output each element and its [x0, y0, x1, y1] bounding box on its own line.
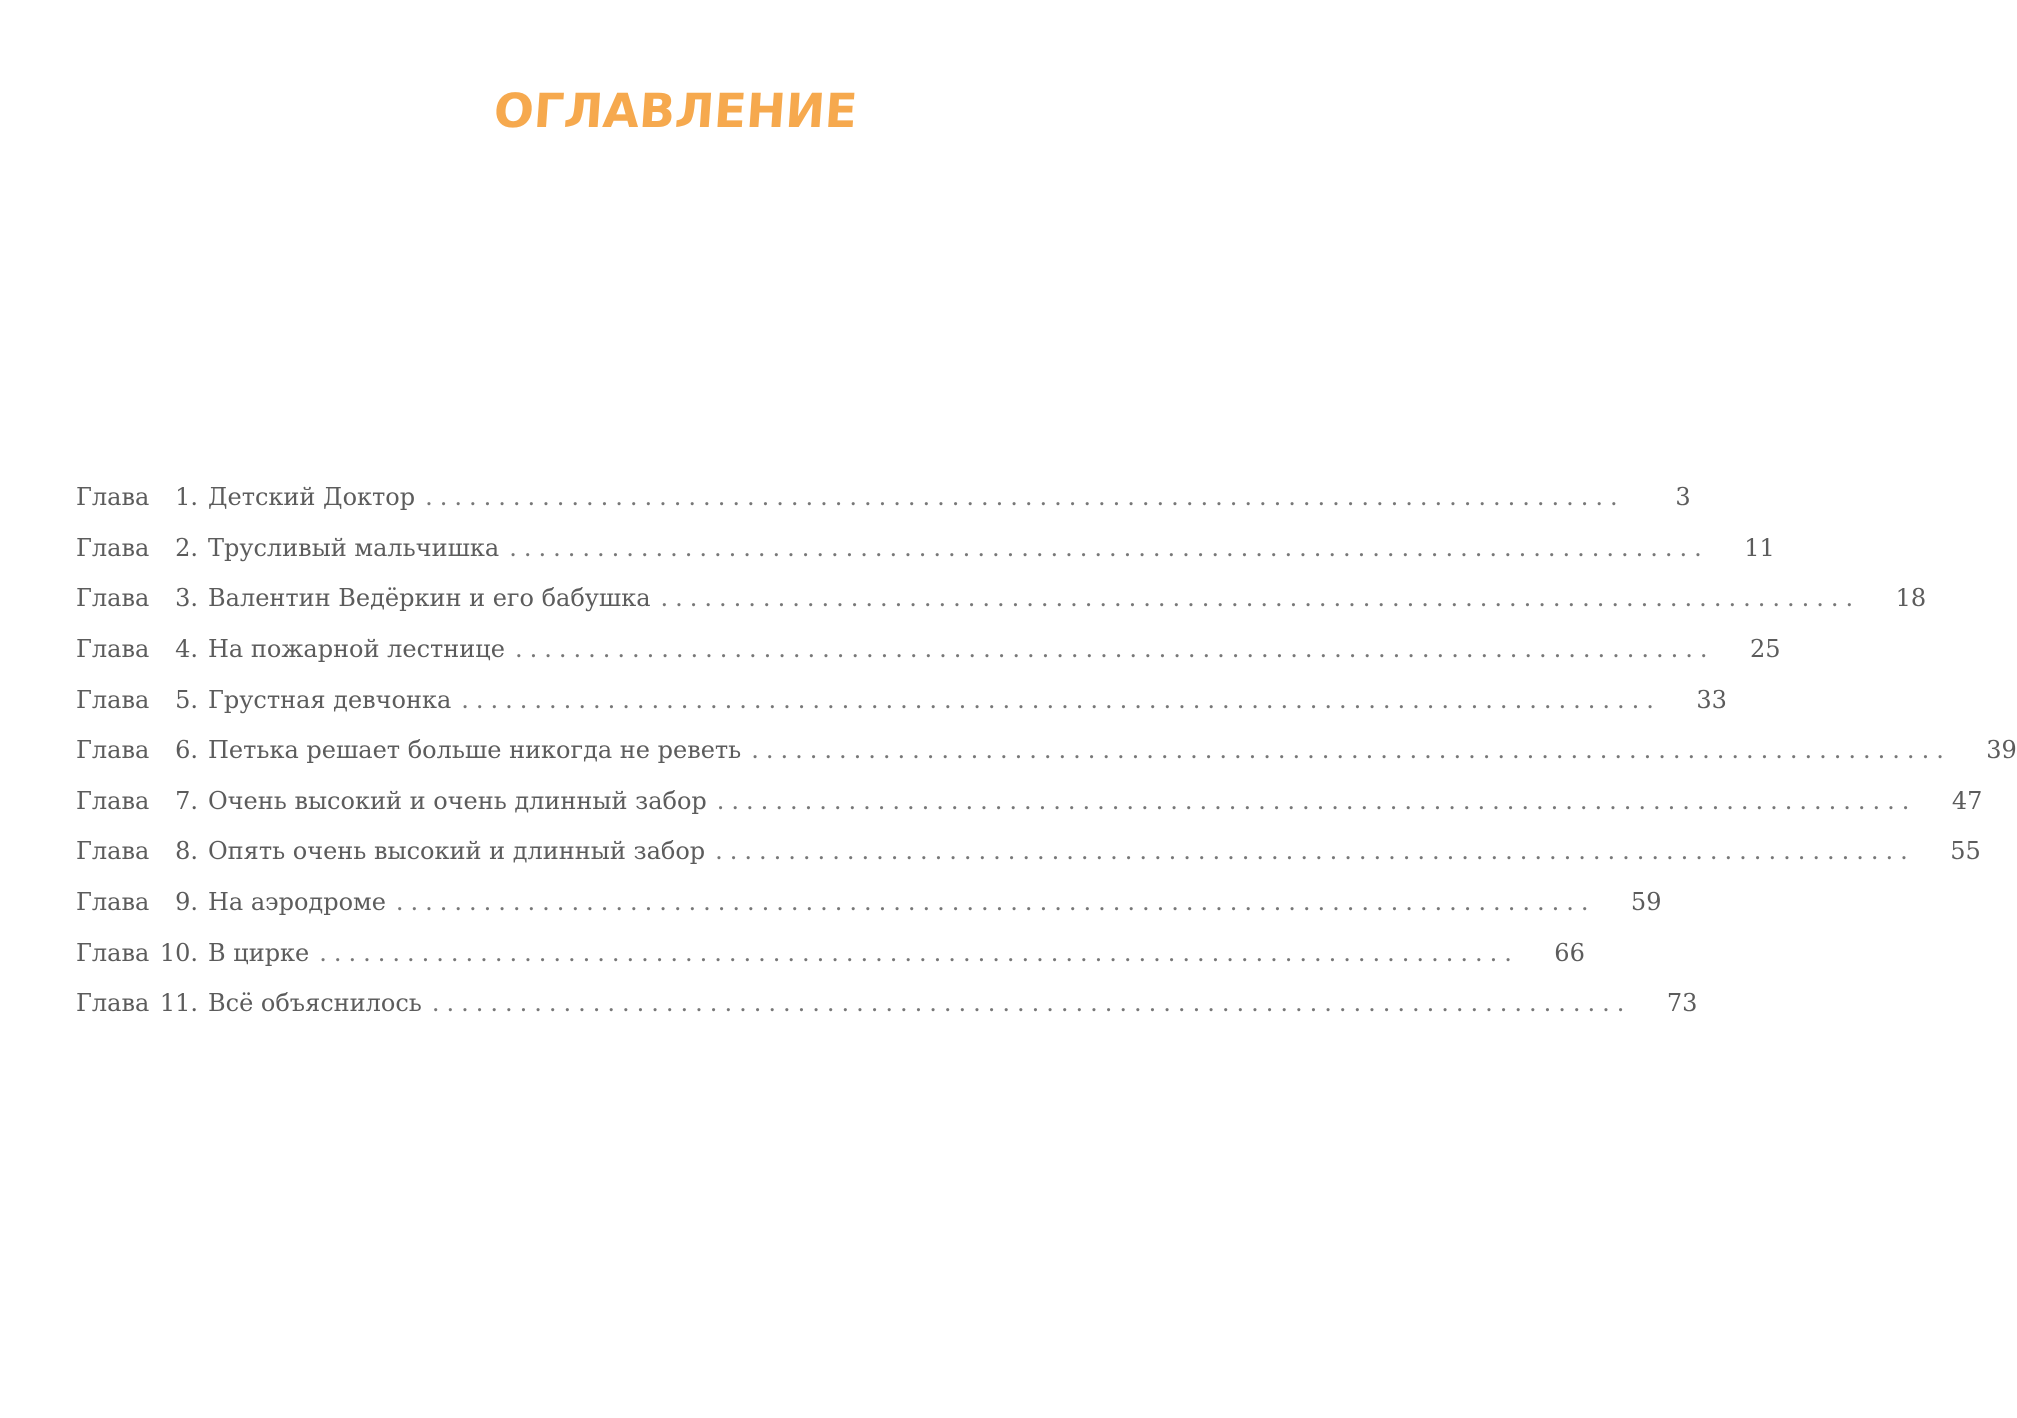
toc-entry-title: Всё объяснилось	[208, 989, 422, 1018]
dot-leader: ..................................................................................	[395, 888, 1596, 917]
toc-entry-number: 3.	[175, 584, 198, 613]
toc-entry-title: Опять очень высокий и длинный забор	[208, 837, 706, 866]
toc-entry-number: 10.	[159, 938, 198, 967]
toc-entry-label: Глава	[76, 989, 150, 1018]
toc-entry-page: 47	[1951, 786, 1983, 815]
toc-entry-title: В цирке	[208, 938, 310, 967]
dot-leader: ..................................................................................	[425, 483, 1625, 512]
toc-entry-title: Валентин Ведёркин и его бабушка	[208, 584, 651, 613]
toc-entry-page: 25	[1749, 635, 1781, 664]
toc-entry-number: 4.	[175, 635, 198, 664]
toc-entry-number: 11.	[159, 989, 198, 1018]
toc-entry-label: Глава	[76, 533, 150, 562]
toc-entry-page: 73	[1666, 989, 1698, 1018]
toc-entry-label: Глава	[76, 837, 150, 866]
toc-entry[interactable]	[76, 776, 1983, 827]
toc-entry-number: 9.	[175, 888, 198, 917]
toc-entry-page: 59	[1630, 888, 1662, 917]
toc-entry[interactable]	[76, 674, 1727, 725]
dot-leader: ..................................................................................	[461, 685, 1661, 714]
toc-entry-label: Глава	[76, 786, 150, 815]
toc-entry[interactable]	[76, 624, 1781, 675]
toc-entry-page: 39	[1986, 736, 2017, 765]
toc-entry-label: Глава	[76, 888, 150, 917]
dot-leader: ..................................................................................	[319, 938, 1519, 967]
toc-entry-page: 66	[1554, 938, 1585, 967]
toc-entry-label: Глава	[76, 938, 150, 967]
toc-entry-number: 8.	[175, 837, 198, 866]
toc-entry[interactable]	[76, 826, 1981, 877]
toc-entry-page: 33	[1696, 685, 1727, 714]
toc-entry-number: 2.	[175, 533, 198, 562]
dot-leader: ..................................................................................	[660, 584, 1861, 613]
toc-entry[interactable]	[76, 978, 1698, 1029]
dot-leader: ..................................................................................	[751, 736, 1951, 765]
page-title: ОГЛАВЛЕНИЕ	[492, 84, 859, 139]
toc-entry-title: На аэродроме	[208, 888, 386, 917]
toc-entry-number: 7.	[175, 786, 198, 815]
toc-entry-title: Очень высокий и очень длинный забор	[208, 786, 707, 815]
toc-entry[interactable]	[76, 725, 2017, 776]
toc-entry-number: 6.	[175, 736, 198, 765]
toc-entry[interactable]	[76, 523, 1775, 574]
toc-entry[interactable]	[76, 877, 1662, 928]
toc-entry-number: 5.	[175, 685, 198, 714]
dot-leader: ..................................................................................	[716, 786, 1917, 815]
toc-entry-page: 3	[1675, 483, 1691, 512]
toc-entry-title: Детский Доктор	[208, 483, 416, 512]
toc-entry[interactable]	[76, 927, 1585, 978]
toc-entry-label: Глава	[76, 483, 150, 512]
toc-entry-title: Трусливый мальчишка	[208, 533, 500, 562]
toc-entry-title: Грустная девчонка	[208, 685, 452, 714]
toc-entry-page: 18	[1895, 584, 1927, 613]
toc-entry-title: Петька решает больше никогда не реветь	[208, 736, 742, 765]
toc-entry-number: 1.	[175, 483, 198, 512]
toc-entry-label: Глава	[76, 635, 150, 664]
toc-entry-label: Глава	[76, 685, 150, 714]
toc-entry-title: На пожарной лестнице	[208, 635, 505, 664]
toc-entry[interactable]	[76, 573, 1927, 624]
toc-entry[interactable]	[76, 472, 1691, 523]
dot-leader: ..................................................................................	[715, 837, 1915, 866]
dot-leader: ..................................................................................	[431, 989, 1632, 1018]
dot-leader: ..................................................................................	[514, 635, 1715, 664]
toc-entry-label: Глава	[76, 736, 150, 765]
toc-entry-page: 55	[1950, 837, 1981, 866]
dot-leader: ..................................................................................	[509, 533, 1709, 562]
toc-entry-label: Глава	[76, 584, 150, 613]
table-of-contents	[76, 472, 2017, 1029]
toc-entry-page: 11	[1744, 533, 1775, 562]
